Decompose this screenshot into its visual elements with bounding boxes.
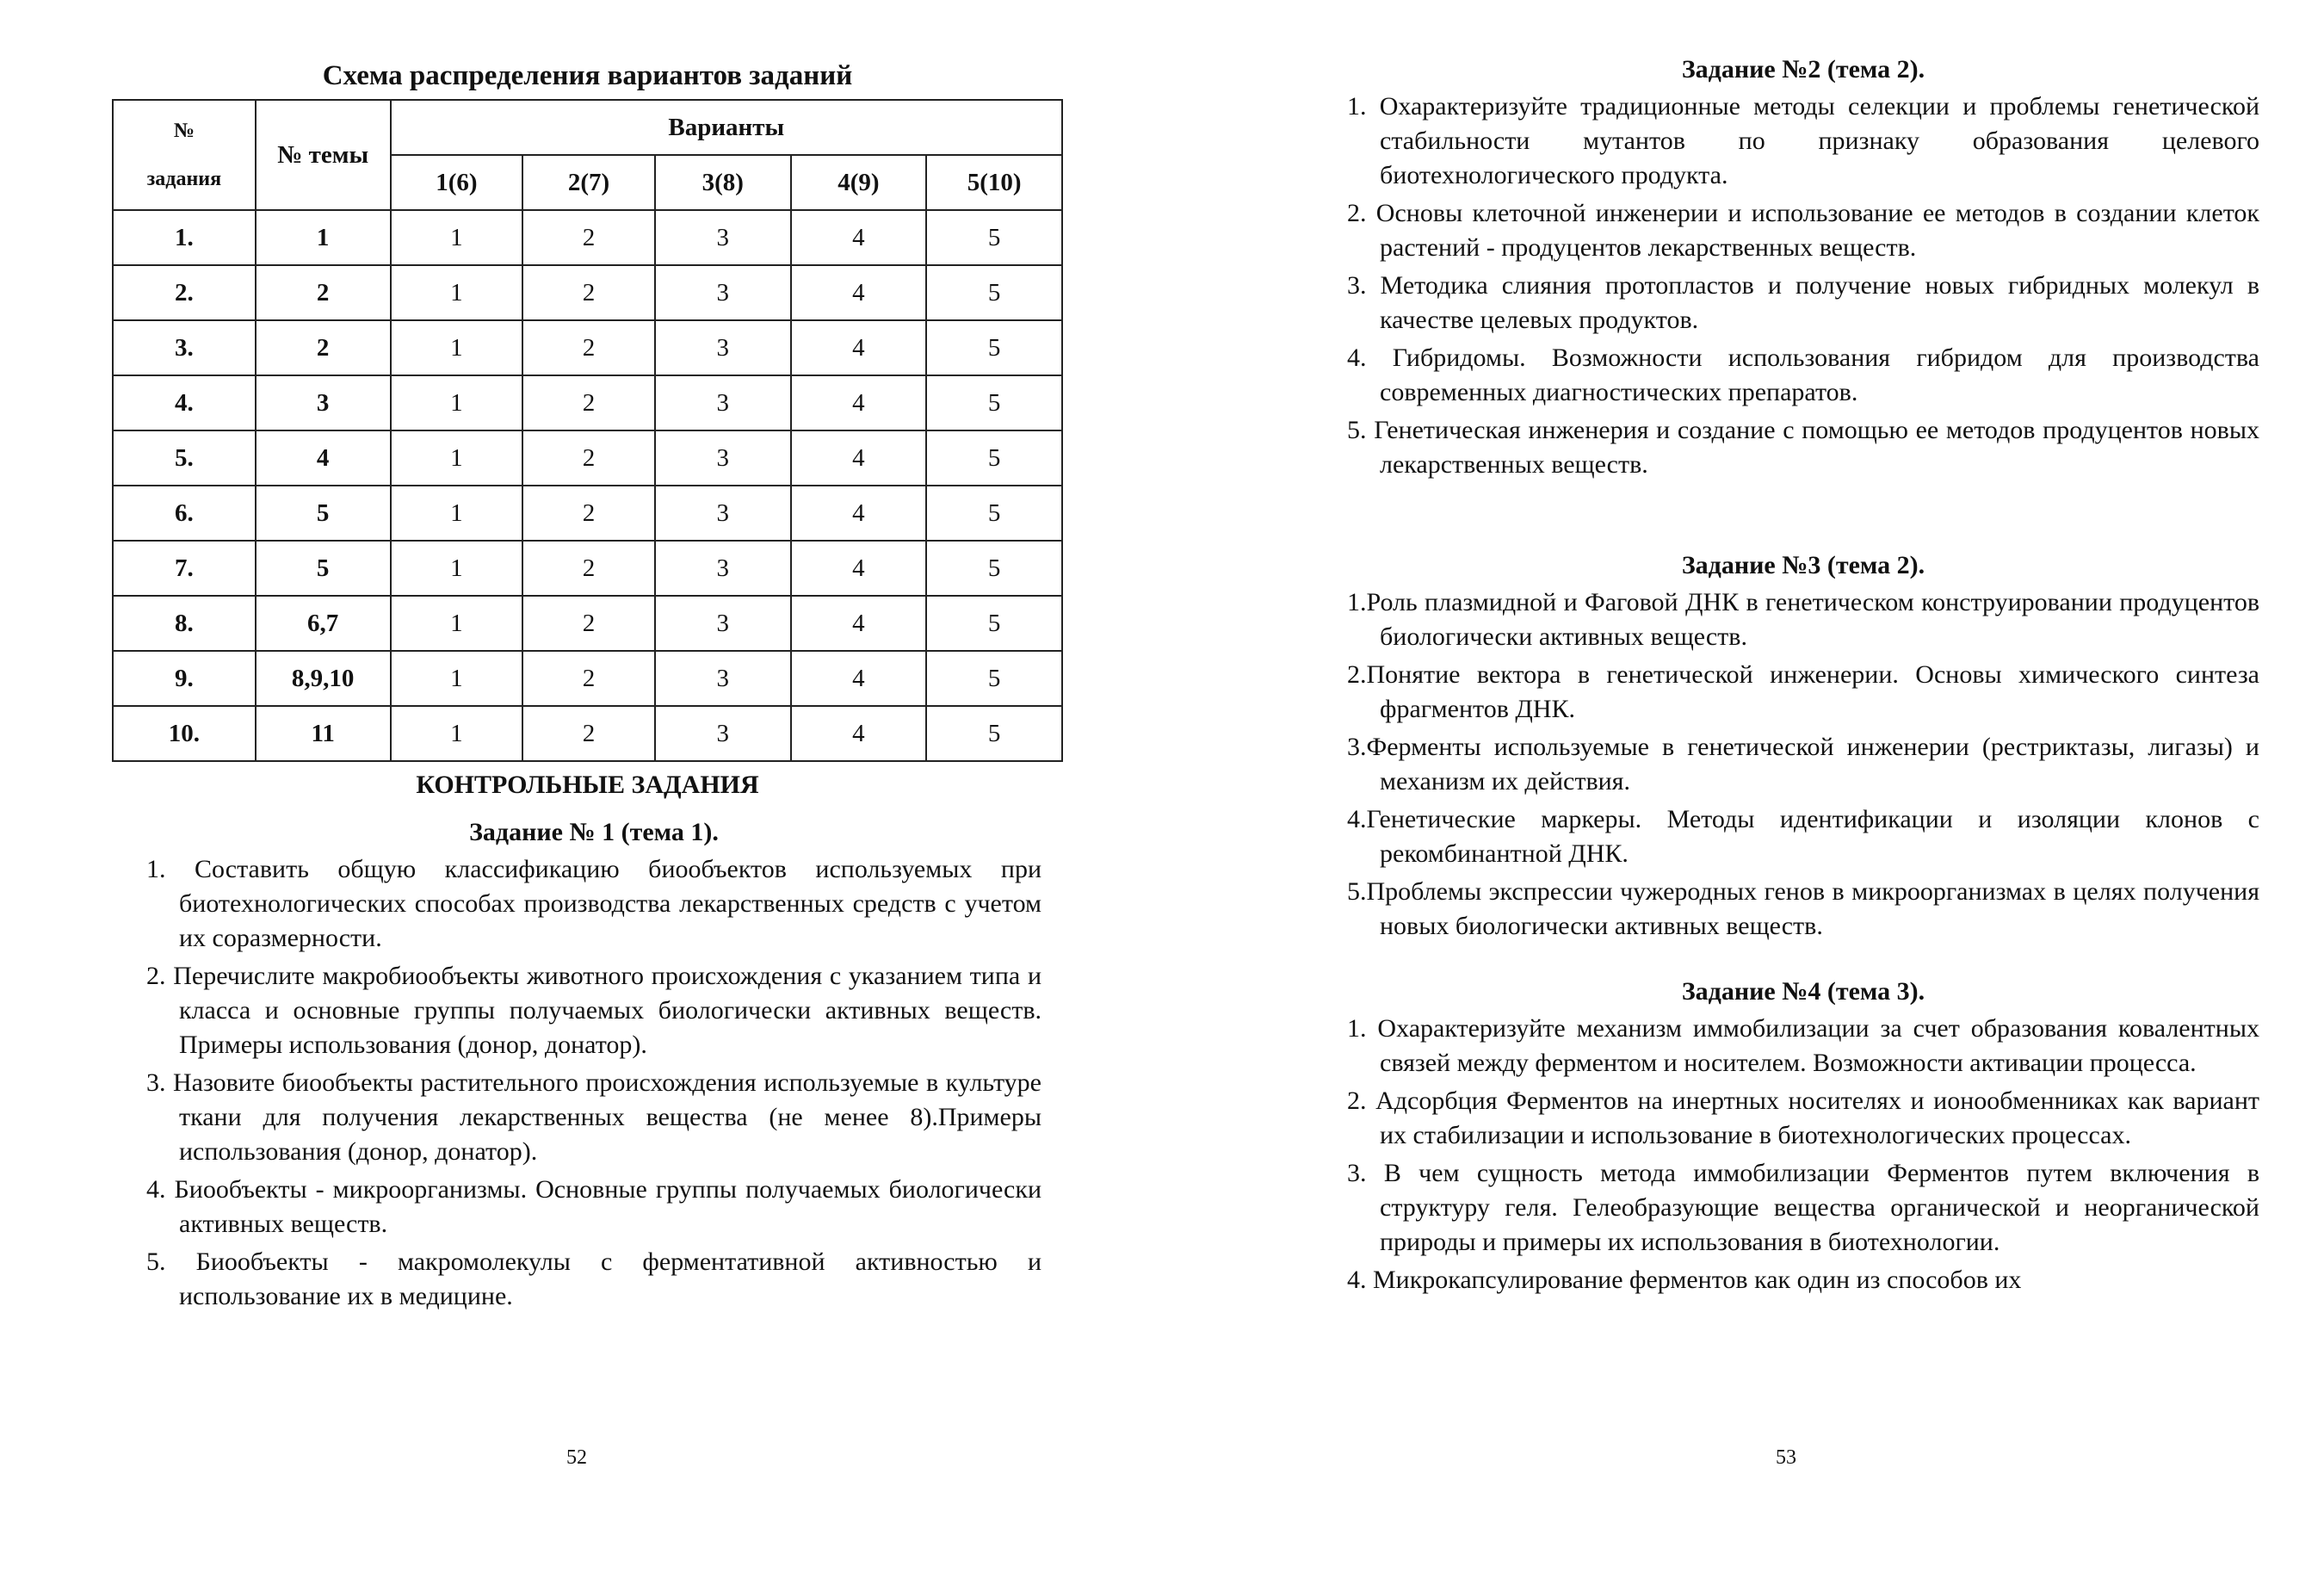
variant-cell: 2	[522, 265, 655, 320]
variant-cell: 2	[522, 430, 655, 486]
task1-list	[146, 852, 1041, 1314]
list-item: 1. Охарактеризуйте механизм иммобилизации за счет образования ковалентных связей между ферментом и носителем. Возможности активации процесса.	[1347, 1014, 2259, 1077]
variant-cell: 4	[791, 596, 927, 651]
variant-col-5: 5(10)	[926, 155, 1062, 210]
theme-cell: 5	[256, 541, 391, 596]
task-number-cell: 10.	[113, 706, 256, 761]
section-title: КОНТРОЛЬНЫЕ ЗАДАНИЯ	[416, 771, 759, 799]
variant-cell: 4	[791, 430, 927, 486]
task-number-cell: 2.	[113, 265, 256, 320]
list-item: 4. Микрокапсулирование ферментов как один из способов их	[1347, 1266, 2022, 1294]
task-number-cell: 1.	[113, 210, 256, 265]
theme-cell: 5	[256, 486, 391, 541]
task2-block	[1347, 55, 2259, 486]
theme-cell: 2	[256, 265, 391, 320]
variant-cell: 2	[522, 541, 655, 596]
table-row	[113, 706, 1062, 761]
list-item: 1.Роль плазмидной и Фаговой ДНК в генетическом конструировании продуцентов биологически активных веществ.	[1347, 588, 2259, 651]
task-number-cell: 9.	[113, 651, 256, 706]
table-row	[113, 541, 1062, 596]
variant-cell: 3	[655, 706, 791, 761]
variant-cell: 4	[791, 375, 927, 430]
list-item: 3. Назовите биообъекты растительного происхождения используемые в культуре ткани для получения лекарственных вещества (не менее 8).Примеры использования (донор, донатор).	[146, 1068, 1041, 1166]
variant-cell: 2	[522, 651, 655, 706]
variant-col-4: 4(9)	[791, 155, 927, 210]
variant-cell: 4	[791, 320, 927, 375]
task3-heading: Задание №3 (тема 2).	[1681, 551, 1925, 579]
variant-cell: 3	[655, 320, 791, 375]
variant-cell: 4	[791, 651, 927, 706]
variant-cell: 3	[655, 375, 791, 430]
variant-cell: 2	[522, 210, 655, 265]
variant-cell: 1	[391, 320, 523, 375]
table-row	[113, 651, 1062, 706]
variant-cell: 3	[655, 596, 791, 651]
variant-cell: 3	[655, 210, 791, 265]
list-item: 4. Биообъекты - микроорганизмы. Основные группы получаемых биологически активных веществ.	[146, 1175, 1041, 1238]
variant-cell: 2	[522, 320, 655, 375]
variant-cell: 1	[391, 651, 523, 706]
page-number-right: 53	[1776, 1446, 1796, 1469]
task3-block	[1347, 551, 2259, 947]
right-page	[1162, 0, 2324, 1585]
list-item: 4. Гибридомы. Возможности использования гибридом для производства современных диагностических препаратов.	[1347, 344, 2259, 406]
task4-list	[1347, 1012, 2259, 1297]
variant-cell: 5	[926, 596, 1062, 651]
theme-cell: 2	[256, 320, 391, 375]
list-item: 3. В чем сущность метода иммобилизации Ферментов путем включения в структуру геля. Гелеобразующие вещества органической и неорганической природы и примеры их использования в биотехнологии.	[1347, 1159, 2259, 1256]
variant-cell: 4	[791, 265, 927, 320]
list-item: 5.Проблемы экспрессии чужеродных генов в микроорганизмах в целях получения новых биологически активных веществ.	[1347, 877, 2259, 940]
task-number-cell: 4.	[113, 375, 256, 430]
variant-cell: 1	[391, 210, 523, 265]
task-number-cell: 6.	[113, 486, 256, 541]
list-item: 4.Генетические маркеры. Методы идентификации и изоляции клонов с рекомбинантной ДНК.	[1347, 805, 2259, 868]
table-row	[113, 375, 1062, 430]
table-row	[113, 210, 1062, 265]
variant-cell: 5	[926, 265, 1062, 320]
task4-heading: Задание №4 (тема 3).	[1681, 977, 1925, 1006]
variant-cell: 5	[926, 375, 1062, 430]
variant-cell: 5	[926, 706, 1062, 761]
table-row	[113, 265, 1062, 320]
variants-table	[112, 99, 1063, 762]
variant-cell: 1	[391, 430, 523, 486]
theme-cell: 8,9,10	[256, 651, 391, 706]
theme-cell: 1	[256, 210, 391, 265]
variant-cell: 5	[926, 651, 1062, 706]
task-number-cell: 5.	[113, 430, 256, 486]
page-number-left: 52	[566, 1446, 587, 1469]
task3-list	[1347, 585, 2259, 944]
task1-block	[146, 818, 1041, 1317]
variant-cell: 2	[522, 486, 655, 541]
theme-cell: 4	[256, 430, 391, 486]
variant-cell: 3	[655, 541, 791, 596]
variant-cell: 3	[655, 265, 791, 320]
table-row	[113, 596, 1062, 651]
list-item: 2. Перечислите макробиообъекты животного происхождения с указанием типа и класса и основные группы получаемых биологически активных веществ. Примеры использования (донор, донатор).	[146, 962, 1041, 1059]
variant-cell: 4	[791, 541, 927, 596]
variant-cell: 2	[522, 596, 655, 651]
table-title: Схема распределения вариантов заданий	[322, 60, 853, 91]
variant-cell: 2	[522, 375, 655, 430]
variant-cell: 2	[522, 706, 655, 761]
list-item: 3.Ферменты используемые в генетической инженерии (рестриктазы, лигазы) и механизм их действия.	[1347, 733, 2259, 796]
theme-cell: 11	[256, 706, 391, 761]
variant-cell: 5	[926, 320, 1062, 375]
list-item: 5. Генетическая инженерия и создание с помощью ее методов продуцентов новых лекарственных веществ.	[1347, 416, 2259, 479]
task-number-cell: 7.	[113, 541, 256, 596]
theme-cell: 6,7	[256, 596, 391, 651]
task-number-cell: 3.	[113, 320, 256, 375]
task-number-cell: 8.	[113, 596, 256, 651]
header-theme: № темы	[256, 100, 391, 210]
variant-cell: 1	[391, 375, 523, 430]
list-item: 3. Методика слияния протопластов и получение новых гибридных молекул в качестве целевых продуктов.	[1347, 271, 2259, 334]
table-row	[113, 320, 1062, 375]
list-item: 1. Составить общую классификацию биообъектов используемых при биотехнологических способах производства лекарственных средств с учетом их соразмерности.	[146, 855, 1041, 952]
task1-heading: Задание № 1 (тема 1).	[469, 818, 719, 846]
variant-cell: 4	[791, 706, 927, 761]
variant-cell: 3	[655, 651, 791, 706]
variant-cell: 1	[391, 265, 523, 320]
variant-cell: 5	[926, 430, 1062, 486]
header-variants: Варианты	[391, 100, 1062, 155]
list-item: 1. Охарактеризуйте традиционные методы селекции и проблемы генетической стабильности мутантов по признаку образования целевого биотехнологического продукта.	[1347, 92, 2259, 189]
task4-block	[1347, 977, 2259, 1301]
task2-heading: Задание №2 (тема 2).	[1681, 55, 1925, 84]
list-item: 2. Адсорбция Ферментов на инертных носителях и ионообменниках как вариант их стабилизации и использование в биотехнологических процессах.	[1347, 1087, 2259, 1149]
theme-cell: 3	[256, 375, 391, 430]
variant-cell: 3	[655, 486, 791, 541]
variant-cell: 1	[391, 541, 523, 596]
header-task-no: № задания	[113, 100, 256, 210]
variant-cell: 4	[791, 210, 927, 265]
variant-cell: 1	[391, 596, 523, 651]
variant-col-3: 3(8)	[655, 155, 791, 210]
list-item: 5. Биообъекты - макромолекулы с ферментативной активностью и использование их в медицине.	[146, 1248, 1041, 1310]
variant-cell: 5	[926, 210, 1062, 265]
list-item: 2.Понятие вектора в генетической инженерии. Основы химического синтеза фрагментов ДНК.	[1347, 660, 2259, 723]
list-item: 2. Основы клеточной инженерии и использование ее методов в создании клеток растений - продуцентов лекарственных веществ.	[1347, 199, 2259, 262]
variant-cell: 1	[391, 706, 523, 761]
variant-cell: 5	[926, 486, 1062, 541]
variant-cell: 1	[391, 486, 523, 541]
variant-cell: 5	[926, 541, 1062, 596]
variant-cell: 4	[791, 486, 927, 541]
table-row	[113, 486, 1062, 541]
table-row	[113, 430, 1062, 486]
variant-col-2: 2(7)	[522, 155, 655, 210]
variant-col-1: 1(6)	[391, 155, 523, 210]
variant-cell: 3	[655, 430, 791, 486]
task2-list	[1347, 90, 2259, 482]
